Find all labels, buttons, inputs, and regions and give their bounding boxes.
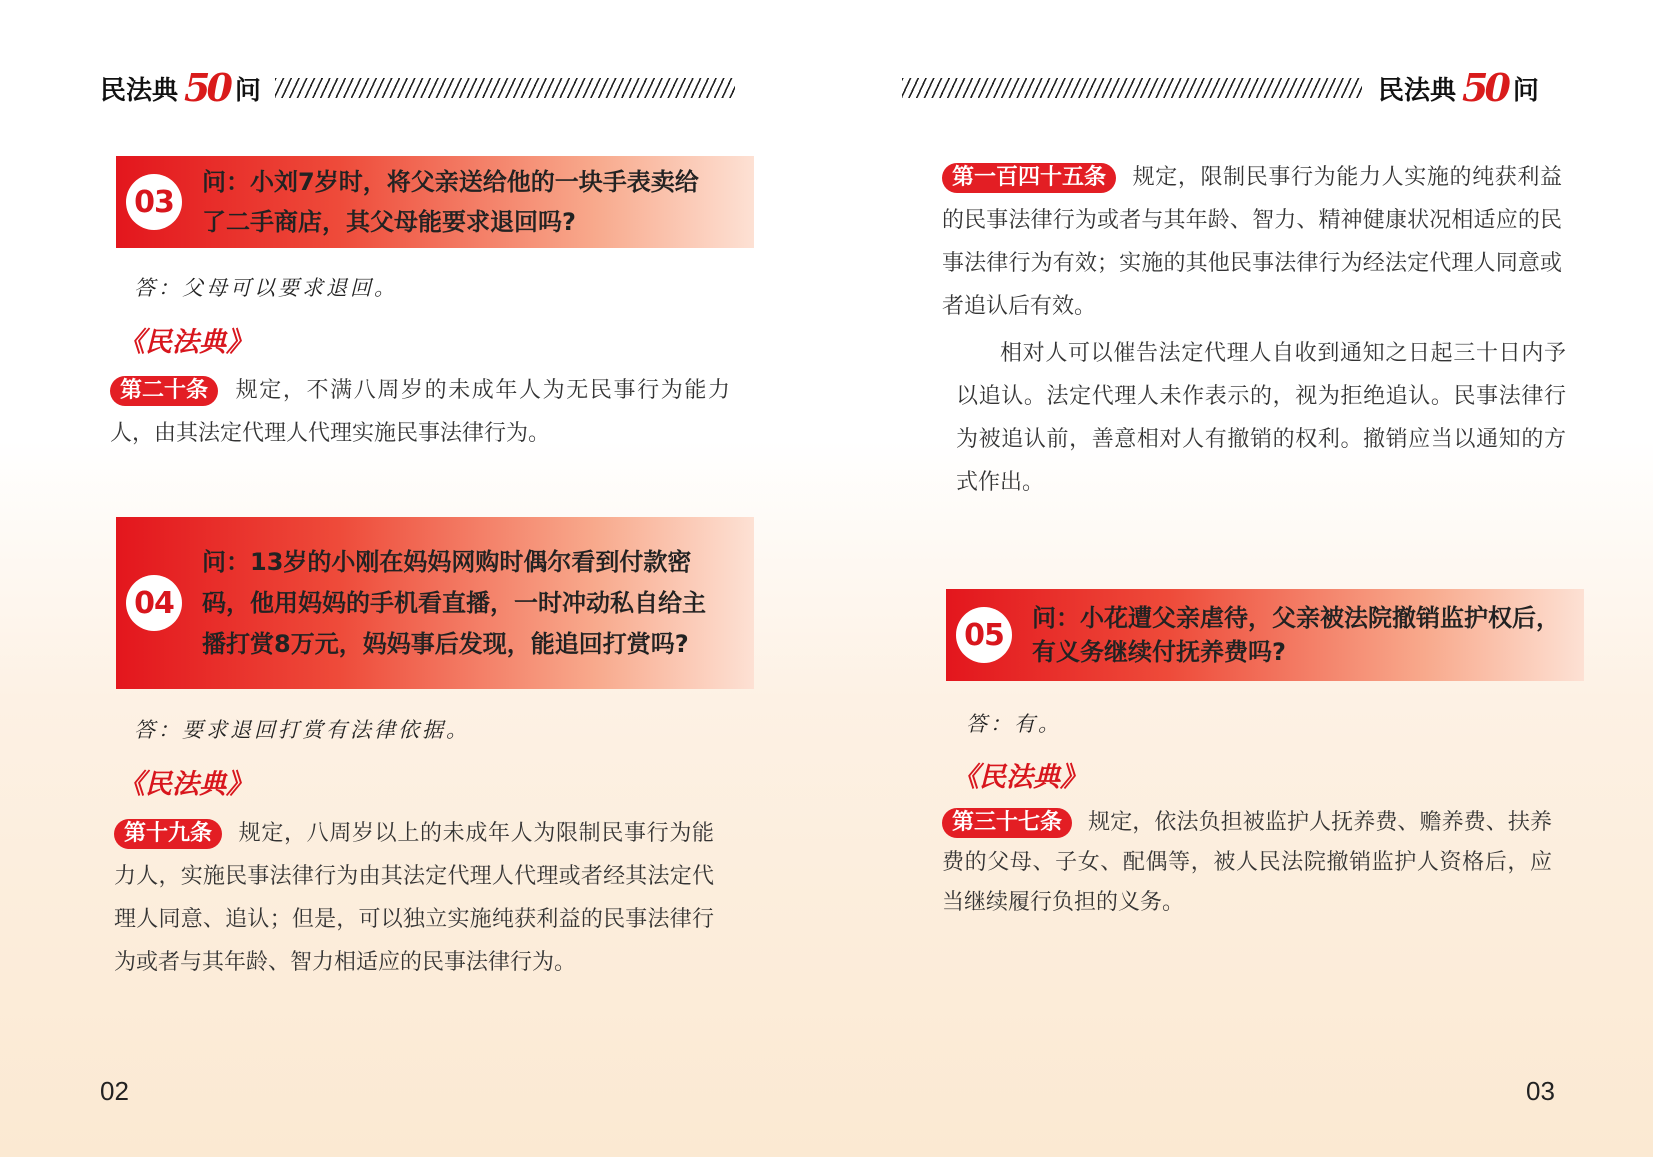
answer-text: 答：父母可以要求退回。 xyxy=(134,276,398,300)
article-paragraph xyxy=(942,156,1562,328)
question-number-badge: 04 xyxy=(126,575,182,631)
page-header xyxy=(902,65,1539,110)
question-banner-04 xyxy=(116,517,754,689)
question-text: 问：13岁的小刚在妈妈网购时偶尔看到付款密码，他用妈妈的手机看直播，一时冲动私自给主播打赏8万元，妈妈事后发现，能追回打赏吗? xyxy=(202,547,706,658)
brand-logo xyxy=(1378,65,1539,110)
article-tag: 第三十七条 xyxy=(942,808,1072,838)
law-title: 《民法典》 xyxy=(118,769,253,800)
brand-suffix: 问 xyxy=(234,75,261,106)
article-paragraph xyxy=(942,803,1552,923)
question-number-badge: 05 xyxy=(956,607,1012,663)
article-paragraph xyxy=(114,812,714,984)
question-banner-03 xyxy=(116,156,754,248)
page-number: 03 xyxy=(1526,1076,1555,1106)
answer-text: 答：有。 xyxy=(966,712,1062,736)
article-text: 规定，八周岁以上的未成年人为限制民事行为能力人，实施民事法律行为由其法定代理人代理或者经其法定代理人同意、追认；但是，可以独立实施纯获利益的民事法律行为或者与其年龄、智力相适应的民事法律行为。 xyxy=(114,821,714,975)
law-title: 《民法典》 xyxy=(952,762,1087,793)
article-text: 规定，不满八周岁的未成年人为无民事行为能力人，由其法定代理人代理实施民事法律行为。 xyxy=(110,378,730,446)
article-tag: 第十九条 xyxy=(114,819,222,849)
brand-number: 50 xyxy=(184,65,229,110)
page-header xyxy=(100,65,735,110)
left-page xyxy=(0,0,826,1157)
question-text: 问：小花遭父亲虐待，父亲被法院撤销监护权后，有义务继续付抚养费吗? xyxy=(1032,604,1560,666)
article-tag: 第二十条 xyxy=(110,376,218,406)
article-tag: 第一百四十五条 xyxy=(942,163,1116,193)
answer-text: 答：要求退回打赏有法律依据。 xyxy=(134,718,470,742)
question-number-badge: 03 xyxy=(126,174,182,230)
article-text: 规定，依法负担被监护人抚养费、赡养费、扶养费的父母、子女、配偶等，被人民法院撤销监护人资格后，应当继续履行负担的义务。 xyxy=(942,810,1552,915)
brand-prefix: 民法典 xyxy=(100,75,179,106)
article-text: 规定，限制民事行为能力人实施的纯获利益的民事法律行为或者与其年龄、智力、精神健康状况相适应的民事法律行为有效；实施的其他民事法律行为经法定代理人同意或者追认后有效。 xyxy=(942,165,1562,319)
brand-number: 50 xyxy=(1462,65,1507,110)
page-number: 02 xyxy=(100,1076,129,1106)
article-paragraph-2: 相对人可以催告法定代理人自收到通知之日起三十日内予以追认。法定代理人未作表示的，视为拒绝追认。民事法律行为被追认前，善意相对人有撤销的权利。撤销应当以通知的方式作出。 xyxy=(956,341,1566,495)
law-title: 《民法典》 xyxy=(118,327,253,358)
brand-prefix: 民法典 xyxy=(1378,75,1457,106)
right-page xyxy=(826,0,1653,1157)
article-paragraph xyxy=(110,369,730,455)
brand-suffix: 问 xyxy=(1512,75,1539,106)
header-hatch-divider xyxy=(275,78,735,98)
question-banner-05 xyxy=(946,589,1584,681)
brand-logo xyxy=(100,65,261,110)
question-text: 问：小刘7岁时，将父亲送给他的一块手表卖给了二手商店，其父母能要求退回吗? xyxy=(202,168,699,236)
header-hatch-divider xyxy=(902,78,1362,98)
